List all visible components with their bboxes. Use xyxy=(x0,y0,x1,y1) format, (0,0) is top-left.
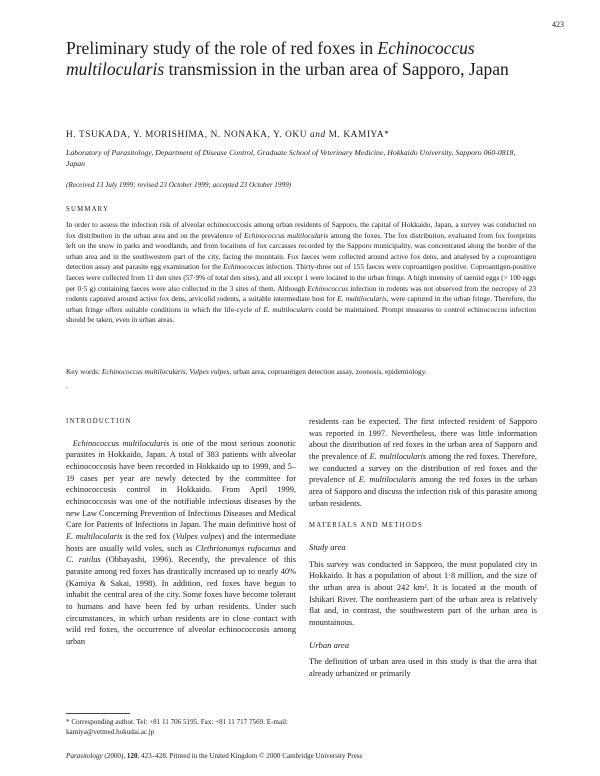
author-names: H. TSUKADA, Y. MORISHIMA, N. NONAKA, Y. OKU xyxy=(66,130,310,140)
study-area-text: This survey was conducted in Sapporo, the most populated city in Hokkaido. It has a population of about 1·8 million, and the size of the urban area is about 242 km². It is located at the mouth of Ishikari River. The northeastern part of the urban area is relatively flat and, in contrast, the southwestern part of the urban area is mountainous. xyxy=(309,559,537,627)
summary-s1-italic: Echinococcus multilocularis xyxy=(243,230,329,240)
summary-s1: In order to assess the infection risk of alveolar echinococcosis among urban residents of Sapporo, the capital of Hokkaido, Japan, a survey was conducted on fox distribution in the urban area and on the prevalence of xyxy=(66,220,536,240)
intro-p1c: is the red fox ( xyxy=(122,531,176,541)
footnote-rule xyxy=(66,713,130,714)
author-list xyxy=(66,130,389,140)
corresponding-author-footnote: * Corresponding author. Tel: +81 11 706 5195. Fax: +81 11 717 7569. E-mail: kamiya@vetmed.hokudai.ac.jp xyxy=(66,718,289,736)
footer-copyright: © 2000 Cambridge University Press xyxy=(257,752,363,760)
right-column xyxy=(309,416,537,679)
intro-paragraph-2 xyxy=(309,416,537,509)
title-species: Echinococcus multilocularis xyxy=(66,38,475,79)
intro-paragraph-1 xyxy=(66,438,296,648)
methods-heading: MATERIALS AND METHODS xyxy=(309,522,423,530)
title-part1: Preliminary study of the role of red foxes in xyxy=(66,38,378,58)
intro-p1d-it: Vulpes vulpes xyxy=(175,531,222,541)
intro-heading: INTRODUCTION xyxy=(66,418,132,425)
summary-s4: infection in rodents was not observed from the necropsy of 23 rodents captured around active fox dens, arvicolid rodents, a suitable intermediate host for xyxy=(66,283,536,304)
footer-year: (2000), xyxy=(102,752,127,760)
keywords xyxy=(66,367,536,378)
summary-s3: infection. Thirty-three out of 155 faeces were coproantigen positive. Coproantigen-positive faeces were collected from 11 den sites (57·9% of total den sites), and all except 1 were located in the urban fringe. A high intensity of taeniid eggs (> 100 eggs per 0·5 g) containing faeces were also collected in the 3 sites of them. Although xyxy=(66,262,536,293)
keywords-rest: , urban area, coproantigen detection assay, zoonosis, epidemiology. xyxy=(229,367,427,376)
intro-p2d: among the red foxes in the urban area of Sapporo and discuss the infection risk of this parasite among urban residents. xyxy=(309,475,537,508)
intro-p1h-it: C. rutilus xyxy=(66,555,101,565)
author-and: and xyxy=(309,130,326,140)
summary-s5: , were captured in the urban fringe. Therefore, the urban fringe offers suitable conditions in which the life-cycle of xyxy=(66,294,536,314)
keywords-label: Key words: xyxy=(66,367,102,376)
intro-p1i: (Ohbayashi, 1996). Recently, the prevalence of this parasite among red foxes has drastically increased up to nearly 40% (Kamiya & Sakai, 1998). In addition, red foxes have begun to inhabit the central area of the city. Some foxes have become tolerant to humans and have been fed by urban residents. Under such circumstances, in which urban residents are in close contact with wild red foxes, the occurrence of alveolar echinococcosis among urban xyxy=(66,555,296,646)
spacer xyxy=(309,629,537,640)
intro-p2b: among the red foxes. Therefore, we conducted a survey on the distribution of red foxes and the prevalence of xyxy=(309,451,537,485)
summary-text xyxy=(66,220,536,326)
article-title xyxy=(66,38,536,80)
intro-p1-it: Echinococcus multilocularis xyxy=(72,438,170,448)
keywords-dot: . xyxy=(66,381,68,390)
author-last: M. KAMIYA* xyxy=(325,130,390,140)
intro-p1b-it: E. multilocularis xyxy=(66,531,123,541)
left-column xyxy=(66,416,296,647)
intro-p2: residents can be expected. The first infected resident of Sapporo was reported in 1997. Nevertheless, there was little information about the distribution of red foxes in the urban area of Sapporo and the prevalence of xyxy=(309,417,537,461)
study-area-heading: Study area xyxy=(309,541,346,552)
keywords-species: Echinococcus multilocularis, Vulpes vulpes xyxy=(101,367,230,376)
footer-pages: , 423–428. Printed in the United Kingdom xyxy=(137,752,258,760)
intro-p1g: and xyxy=(280,543,296,553)
summary-s2-italic: Echinococcus xyxy=(223,262,264,272)
intro-p1f-it: Clethrionomys rufocanus xyxy=(195,543,281,553)
summary-s3-italic: Echinococcus xyxy=(307,283,349,293)
summary-s2: among the foxes. The fox distribution, evaluated from fox footprints left on the snow in parks and woodlands, and from locations of fox carcasses recorded by the Sapporo municipality, was concentrated along the border of the urban area and in the southwestern part of the city, facing the mountain. Fox faeces were collected around active fox dens, and analysed by a coproantigen detection assay and parasite egg examination for the xyxy=(66,230,537,272)
urban-area-heading: Urban area xyxy=(309,639,350,650)
summary-s4-italic: E. multilocularis xyxy=(337,294,387,304)
summary-s6: could be maintained. Prompt measures to control echinococcus infection should be taken, even in urban areas. xyxy=(66,304,536,325)
footer-journal: Parasitology xyxy=(66,752,103,760)
affiliation: Laboratory of Parasitology, Department of Disease Control, Graduate School of Veterinary Medicine, Hokkaido University, Sapporo 060-0818, Japan xyxy=(66,148,516,168)
intro-p1a: is one of the most serious zoonotic parasites in Hokkaido, Japan. A total of 383 patients with alveolar echinococcosis have been recorded in Hokkaido up to 1999, and 5–19 cases per year are newly detected by the committee for echinococcosis control in Hokkaido. From April 1999, echinococcosis was one of the notifiable infectious diseases by the new Law Concerning Prevention of Infectious Diseases and Medical Care for Patients of Infections in Japan. The main definitive host of xyxy=(66,438,296,530)
footer-volume: 120 xyxy=(126,752,138,760)
journal-footer xyxy=(66,752,362,760)
intro-p2c-it: E. multilocularis xyxy=(358,475,417,485)
intro-p1e: ) and the intermediate hosts are usually wild voles, such as xyxy=(66,531,297,553)
urban-area-text: The definition of urban area used in this study is that the area that already urbanized or primarily xyxy=(309,657,537,678)
received-dates: (Received 13 July 1999; revised 23 October 1999; accepted 23 October 1999) xyxy=(66,181,292,189)
page-number: 423 xyxy=(552,20,564,29)
spacer xyxy=(309,509,537,520)
summary-s5-italic: E. multilocularis xyxy=(263,304,314,314)
summary-heading: SUMMARY xyxy=(66,206,110,213)
title-part3: transmission in the urban area of Sapporo, Japan xyxy=(164,59,509,79)
intro-p2-it: E. multilocularis xyxy=(369,451,427,461)
